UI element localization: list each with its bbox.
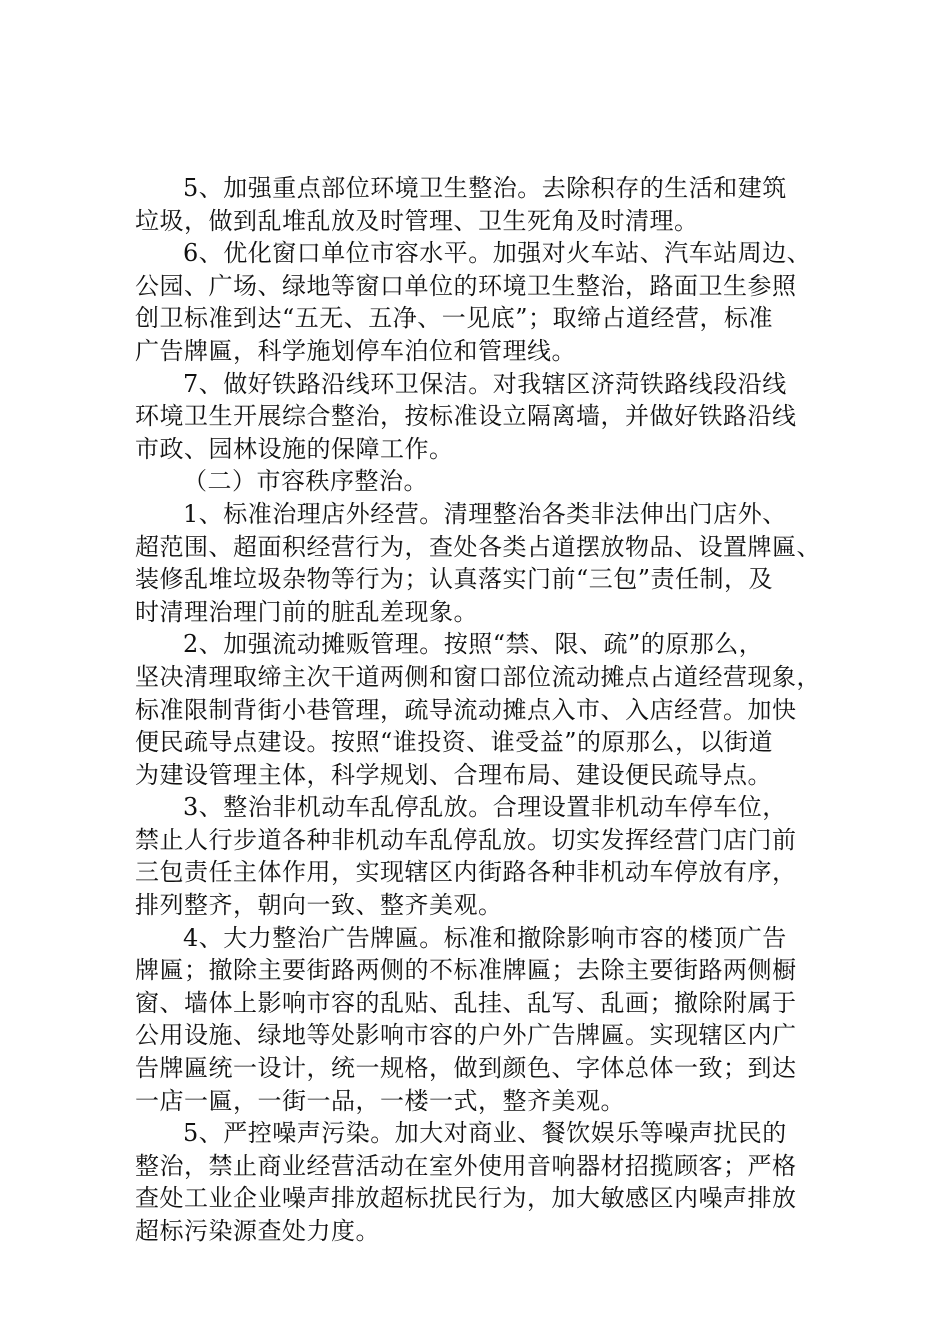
paragraph-line: 排列整齐，朝向一致、整齐美观。: [135, 891, 503, 920]
paragraph-line: 垃圾，做到乱堆乱放及时管理、卫生死角及时清理。: [135, 206, 699, 235]
paragraph-line: 窗、墙体上影响市容的乱贴、乱挂、乱写、乱画；撤除附属于: [135, 988, 797, 1017]
paragraph-first-line: 5、加强重点部位环境卫生整治。去除积存的生活和建筑: [183, 174, 787, 202]
paragraph-first-line: 6、优化窗口单位市容水平。加强对火车站、汽车站周边、: [183, 239, 812, 268]
paragraph-line: 整治，禁止商业经营活动在室外使用音响器材招揽顾客；严格: [135, 1151, 797, 1180]
paragraph-line: 时清理治理门前的脏乱差现象。: [135, 597, 478, 626]
paragraph-line: 广告牌匾，科学施划停车泊位和管理线。: [135, 336, 576, 365]
paragraph-line: 环境卫生开展综合整治，按标准设立隔离墙，并做好铁路沿线: [135, 402, 797, 431]
paragraph-line: 标准限制背街小巷管理，疏导流动摊点入市、入店经营。加快: [135, 695, 797, 724]
paragraph-line: 公园、广场、绿地等窗口单位的环境卫生整治，路面卫生参照: [135, 271, 797, 300]
paragraph-line: 三包责任主体作用，实现辖区内街路各种非机动车停放有序，: [135, 858, 797, 887]
paragraph-line: 市政、园林设施的保障工作。: [135, 434, 454, 463]
paragraph-first-line: （二）市容秩序整治。: [183, 467, 428, 496]
paragraph-line: 为建设管理主体，科学规划、合理布局、建设便民疏导点。: [135, 760, 772, 789]
paragraph-first-line: 5、严控噪声污染。加大对商业、餐饮娱乐等噪声扰民的: [183, 1119, 787, 1148]
paragraph-line: 超标污染源查处力度。: [135, 1217, 380, 1245]
paragraph-first-line: 2、加强流动摊贩管理。按照“禁、限、疏”的原那么，: [183, 630, 764, 659]
document-body: [135, 172, 825, 1248]
paragraph-line: 公用设施、绿地等处影响市容的户外广告牌匾。实现辖区内广: [135, 1021, 797, 1050]
paragraph-first-line: 4、大力整治广告牌匾。标准和撤除影响市容的楼顶广告: [183, 923, 787, 952]
paragraph-line: 查处工业企业噪声排放超标扰民行为，加大敏感区内噪声排放: [135, 1184, 797, 1213]
paragraph-line: 一店一匾，一街一品，一楼一式，整齐美观。: [135, 1086, 625, 1115]
paragraph-line: 便民疏导点建设。按照“谁投资、谁受益”的原那么，以街道: [135, 728, 774, 757]
paragraph-line: 超范围、超面积经营行为，查处各类占道摆放物品、设置牌匾、: [135, 532, 821, 561]
paragraph-line: 装修乱堆垃圾杂物等行为；认真落实门前“三包”责任制，及: [135, 565, 774, 594]
paragraph-line: 牌匾；撤除主要街路两侧的不标准牌匾；去除主要街路两侧橱: [135, 956, 797, 985]
paragraph-line: 创卫标准到达“五无、五净、一见底”；取缔占道经营，标准: [135, 304, 774, 333]
paragraph-line: 坚决清理取缔主次干道两侧和窗口部位流动摊点占道经营现象，: [135, 662, 821, 691]
paragraph-first-line: 1、标准治理店外经营。清理整治各类非法伸出门店外、: [183, 499, 787, 528]
paragraph-line: 告牌匾统一设计，统一规格，做到颜色、字体总体一致；到达: [135, 1054, 797, 1083]
paragraph-line: 禁止人行步道各种非机动车乱停乱放。切实发挥经营门店门前: [135, 825, 797, 854]
paragraph-first-line: 7、做好铁路沿线环卫保洁。对我辖区济菏铁路线段沿线: [183, 369, 787, 398]
paragraph-first-line: 3、整治非机动车乱停乱放。合理设置非机动车停车位，: [183, 793, 787, 822]
